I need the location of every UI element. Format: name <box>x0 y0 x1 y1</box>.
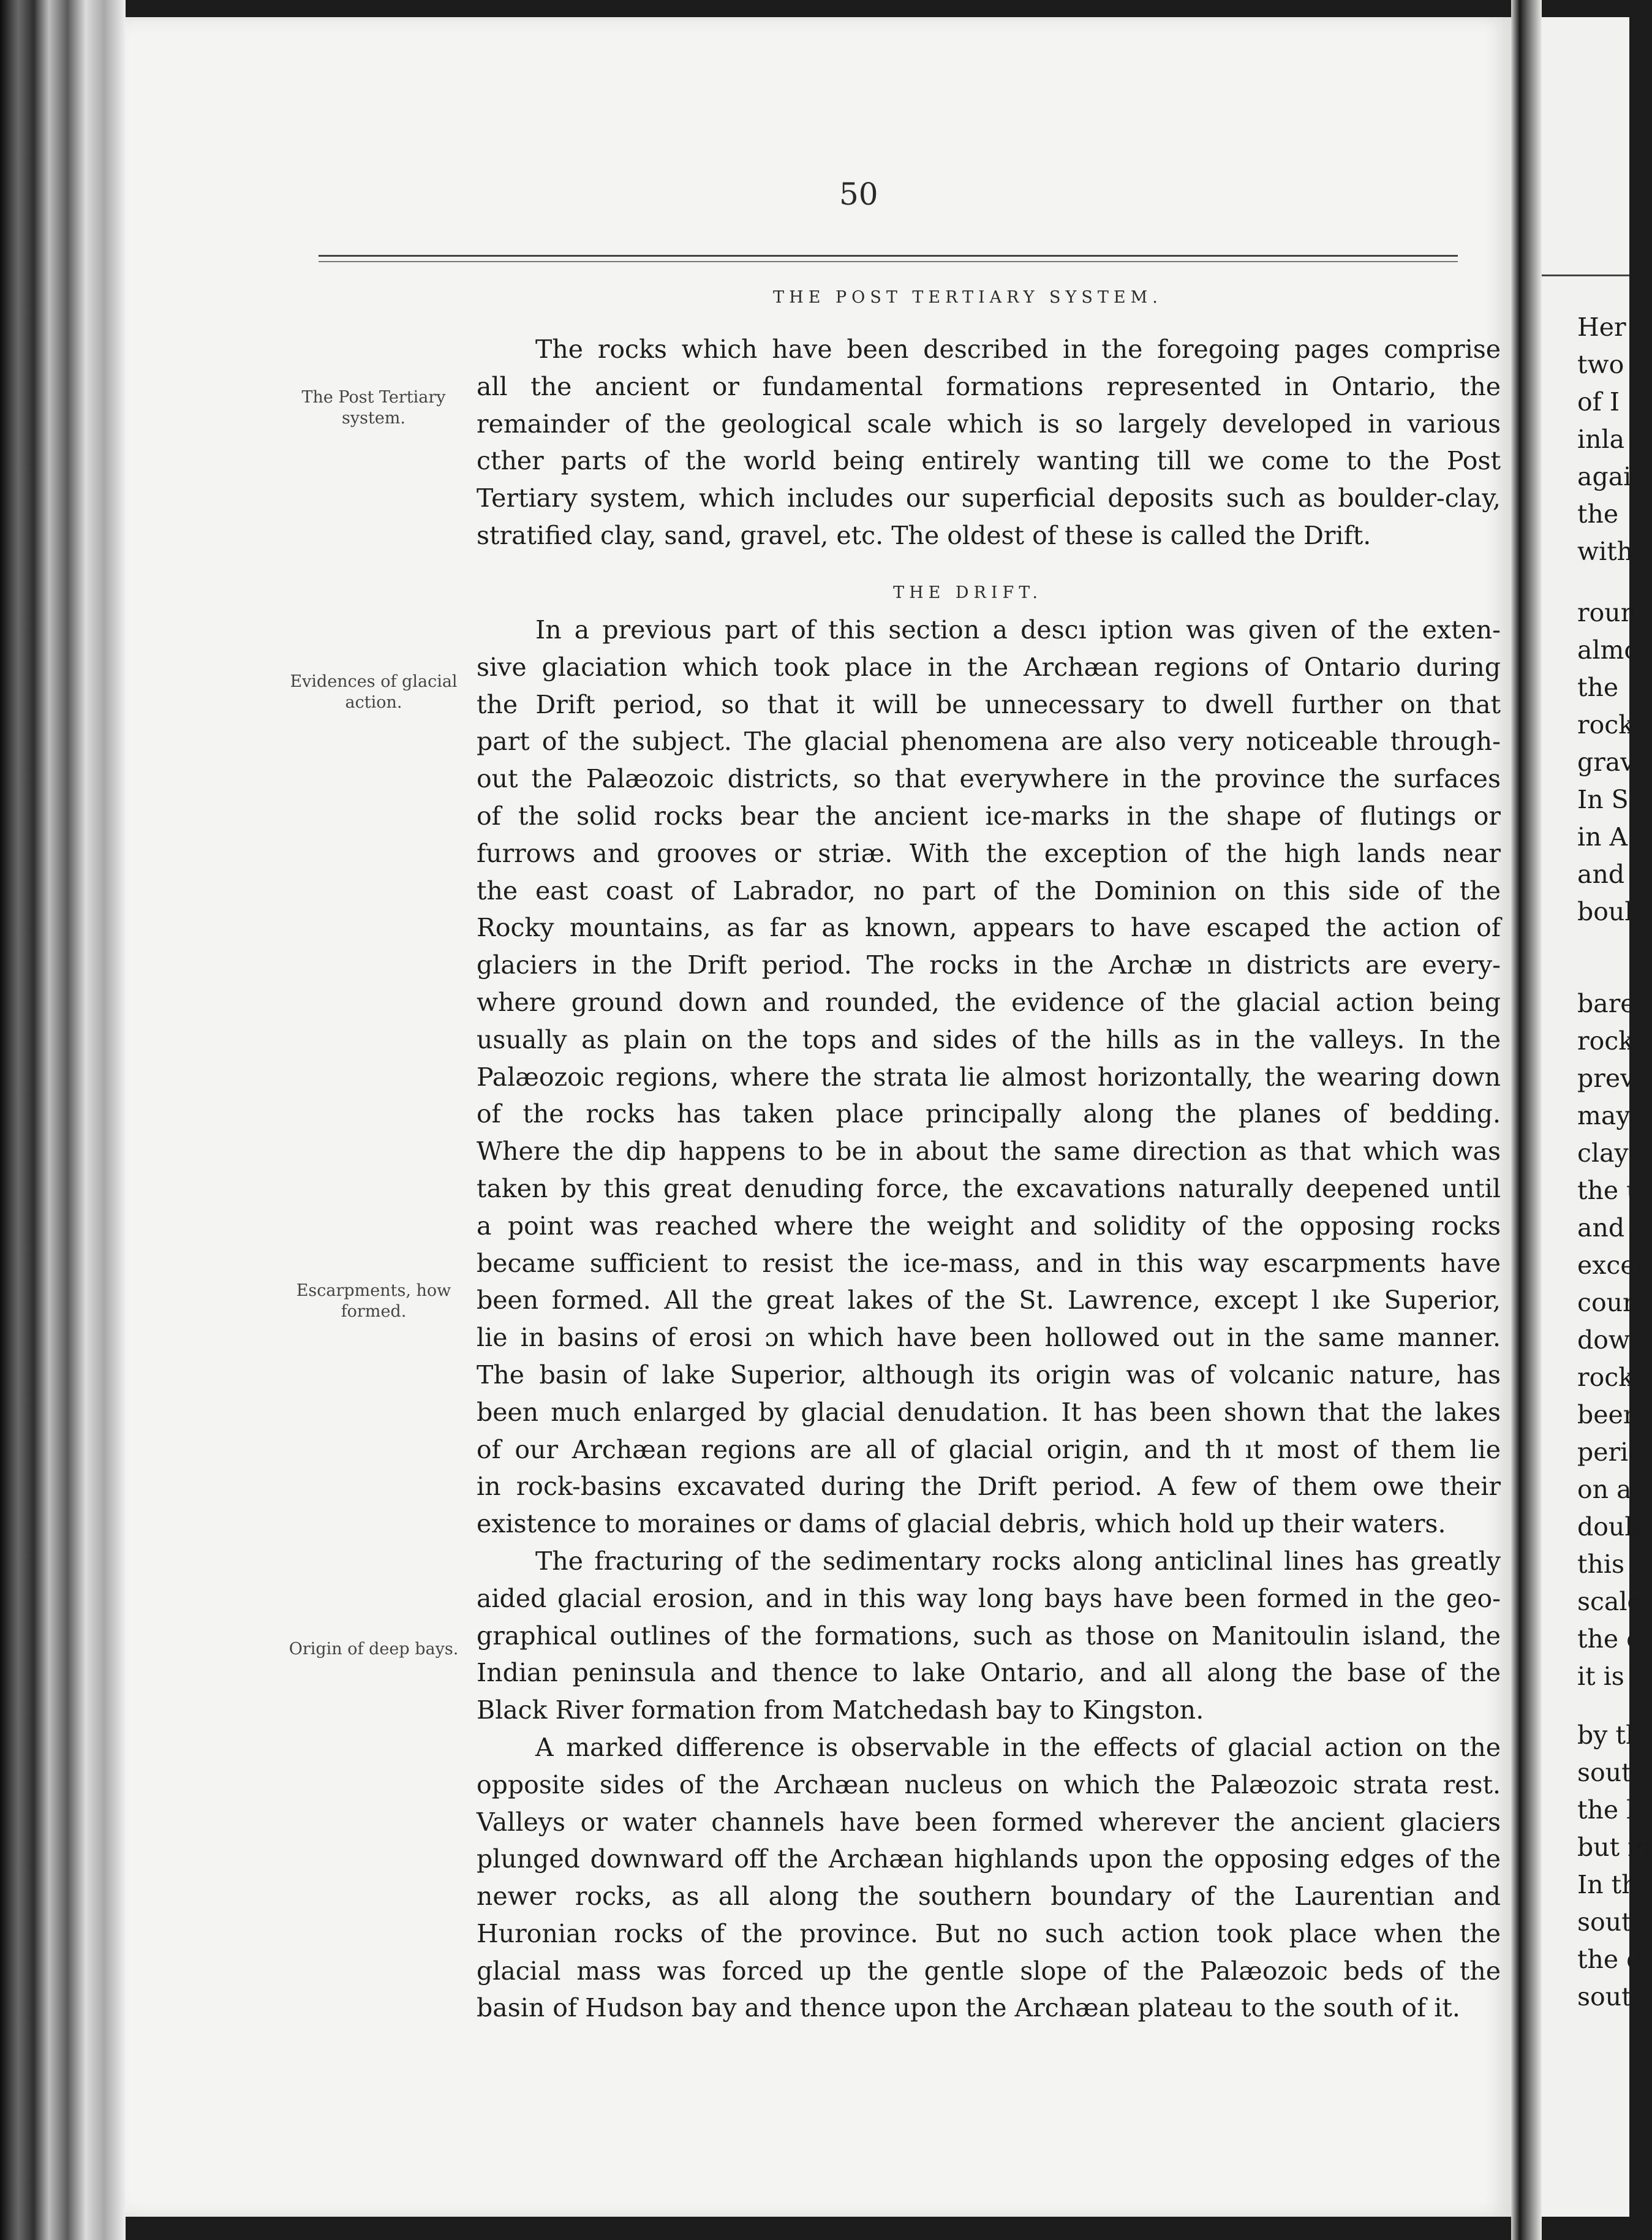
facing-page-block-4 <box>1577 1720 1652 2019</box>
fragment-line: and <box>1577 1213 1625 1243</box>
fragment-line: dowr <box>1577 1325 1642 1355</box>
fragment-line: this p <box>1577 1549 1649 1579</box>
sidenote-glacial-action: Evidences of glacial action. <box>290 672 458 712</box>
fragment-line: may <box>1577 1101 1631 1130</box>
fragment-line: inla <box>1577 425 1625 454</box>
text-line: cther parts of the world being entirely wanting till we come to the Post <box>477 446 1501 476</box>
paragraph-drift <box>477 611 1501 2027</box>
text-line: where ground down and rounded, the evidence of the glacial action being <box>477 987 1501 1017</box>
text-line: been formed. All the great lakes of the St. Lawrence, except l ıke Superior, <box>477 1285 1501 1315</box>
text-line: taken by this great denuding force, the excavations naturally deepened until <box>477 1173 1501 1203</box>
page-number: 50 <box>839 176 878 212</box>
text-line: aided glacial erosion, and in this way long bays have been formed in the geo- <box>477 1583 1501 1613</box>
section-heading: THE POST TERTIARY SYSTEM. <box>773 288 1163 307</box>
text-line: plunged downward off the Archæan highlands upon the opposing edges of the <box>477 1844 1501 1874</box>
facing-page-rule <box>1542 274 1629 276</box>
fragment-line: rock <box>1577 710 1634 740</box>
text-line: glaciers in the Drift period. The rocks in the Archæ ın districts are every- <box>477 950 1501 980</box>
header-rule <box>319 255 1458 257</box>
page-gutter <box>1511 0 1542 2240</box>
text-line: part of the subject. The glacial phenomena are also very noticeable through- <box>477 727 1501 757</box>
text-line: a point was reached where the weight and solidity of the opposing rocks <box>477 1211 1501 1241</box>
fragment-line: and <box>1577 860 1625 889</box>
fragment-line: almo <box>1577 635 1640 665</box>
text-line: graphical outlines of the formations, such as those on Manitoulin island, the <box>477 1621 1501 1651</box>
text-line: The fracturing of the sedimentary rocks along anticlinal lines has greatly <box>535 1546 1501 1576</box>
text-line: opposite sides of the Archæan nucleus on which the Palæozoic strata rest. <box>477 1769 1501 1799</box>
facing-page-block-1 <box>1577 312 1633 574</box>
fragment-line: the u <box>1577 1176 1643 1205</box>
text-line: of the rocks has taken place principally along the planes of bedding. <box>477 1099 1501 1129</box>
text-line: out the Palæozoic districts, so that everywhere in the province the surfaces <box>477 764 1501 794</box>
fragment-line: the <box>1577 673 1619 702</box>
text-line: lie in basins of erosi ɔn which have been hollowed out in the same manner. <box>477 1323 1501 1353</box>
text-line: all the ancient or fundamental formations represented in Ontario, the <box>477 371 1501 401</box>
fragment-line: south <box>1577 1758 1648 1787</box>
sidenote-escarpments: Escarpments, how formed. <box>296 1281 451 1321</box>
text-line: In a previous part of this section a descı iption was given of the exten- <box>535 615 1501 645</box>
fragment-line: bare <box>1577 989 1635 1018</box>
text-line: of our Archæan regions are all of glacial origin, and th ıt most of them lie <box>477 1434 1501 1464</box>
fragment-line: the di <box>1577 1945 1651 1974</box>
text-line: of the solid rocks bear the ancient ice-marks in the shape of flutings or <box>477 801 1501 831</box>
fragment-line: perio <box>1577 1437 1643 1467</box>
fragment-line: rocks <box>1577 1363 1647 1392</box>
fragment-line: been <box>1577 1400 1640 1429</box>
text-line: existence to moraines or dams of glacial debris, which hold up their waters. <box>477 1509 1446 1539</box>
facing-page-block-2 <box>1577 598 1639 934</box>
header-rule-thin <box>319 261 1458 262</box>
fragment-line: it is a <box>1577 1662 1648 1691</box>
text-line: remainder of the geological scale which is so largely developed in various <box>477 409 1501 439</box>
fragment-line: with <box>1577 537 1634 566</box>
text-line: been much enlarged by glacial denudation. It has been shown that the lakes <box>477 1397 1501 1427</box>
paragraph-post-tertiary <box>477 331 1501 554</box>
sidenote-deep-bays: Origin of deep bays. <box>289 1640 459 1659</box>
fragment-line: the la <box>1577 1795 1650 1825</box>
fragment-line: prev <box>1577 1064 1635 1093</box>
fragment-line: two <box>1577 350 1624 379</box>
text-line: sive glaciation which took place in the Archæan regions of Ontario during <box>477 652 1501 682</box>
fragment-line: excep <box>1577 1251 1651 1280</box>
text-line: the east coast of Labrador, no part of the Dominion on this side of the <box>477 876 1501 906</box>
text-line: Huronian rocks of the province. But no such action took place when the <box>477 1918 1501 1948</box>
fragment-line: Her <box>1577 312 1626 342</box>
text-line: Black River formation from Matchedash bay to Kingston. <box>477 1695 1204 1725</box>
text-line: stratified clay, sand, gravel, etc. The oldest of these is called the Drift. <box>477 520 1371 550</box>
book-binding <box>0 0 126 2240</box>
fragment-line: boul <box>1577 897 1633 926</box>
text-line: Where the dip happens to be in about the same direction as that which was <box>477 1137 1501 1167</box>
fragment-line: rocks <box>1577 1026 1647 1056</box>
text-line: in rock-basins excavated during the Drift period. A few of them owe their <box>477 1472 1501 1502</box>
fragment-line: scale <box>1577 1587 1642 1616</box>
text-line: became sufficient to resist the ice-mass, and in this way escarpments have <box>477 1248 1501 1278</box>
text-line: The basin of lake Superior, although its origin was of volcanic nature, has <box>477 1360 1501 1390</box>
text-line: basin of Hudson bay and thence upon the Archæan plateau to the south of it. <box>477 1993 1460 2023</box>
fragment-line: grav <box>1577 747 1635 777</box>
fragment-line: the e <box>1577 1624 1642 1654</box>
fragment-line: of I <box>1577 387 1620 417</box>
facing-page-block-3 <box>1577 989 1651 1699</box>
fragment-line: on a <box>1577 1475 1632 1504</box>
text-line: Valleys or water channels have been formed wherever the ancient glaciers <box>477 1807 1501 1837</box>
text-line: Tertiary system, which includes our superficial deposits such as boulder-clay, <box>477 483 1501 513</box>
text-line: the Drift period, so that it will be unnecessary to dwell further on that <box>477 689 1501 719</box>
text-line: A marked difference is observable in the effects of glacial action on the <box>535 1732 1501 1762</box>
subsection-heading: THE DRIFT. <box>893 583 1043 602</box>
text-line: The rocks which have been described in the foregoing pages comprise <box>535 335 1501 364</box>
text-line: furrows and grooves or striæ. With the exception of the high lands near <box>477 838 1501 868</box>
fragment-line: cours <box>1577 1288 1648 1317</box>
fragment-line: by th <box>1577 1720 1642 1750</box>
fragment-line: agai <box>1577 462 1632 491</box>
facing-page-edge <box>1542 17 1652 2217</box>
text-line: usually as plain on the tops and sides of the hills as in the valleys. In the <box>477 1024 1501 1054</box>
fragment-line: the <box>1577 499 1619 529</box>
fragment-line: roun <box>1577 598 1637 627</box>
fragment-line: clays <box>1577 1138 1642 1168</box>
text-line: Palæozoic regions, where the strata lie almost horizontally, the wearing down <box>477 1062 1501 1092</box>
fragment-line: but in <box>1577 1833 1652 1862</box>
text-line: newer rocks, as all along the southern boundary of the Laurentian and <box>477 1882 1501 1912</box>
fragment-line: south <box>1577 1907 1648 1937</box>
fragment-line: south <box>1577 1982 1648 2011</box>
fragment-line: in A <box>1577 822 1628 852</box>
text-line: glacial mass was forced up the gentle slope of the Palæozoic beds of the <box>477 1956 1501 1986</box>
fragment-line: doub <box>1577 1512 1641 1542</box>
fragment-line: In th <box>1577 1870 1638 1899</box>
text-line: Indian peninsula and thence to lake Ontario, and all along the base of the <box>477 1658 1501 1688</box>
sidenote-post-tertiary: The Post Tertiary system. <box>301 388 446 428</box>
fragment-line: In S <box>1577 785 1629 814</box>
text-line: Rocky mountains, as far as known, appears to have escaped the action of <box>477 913 1501 943</box>
